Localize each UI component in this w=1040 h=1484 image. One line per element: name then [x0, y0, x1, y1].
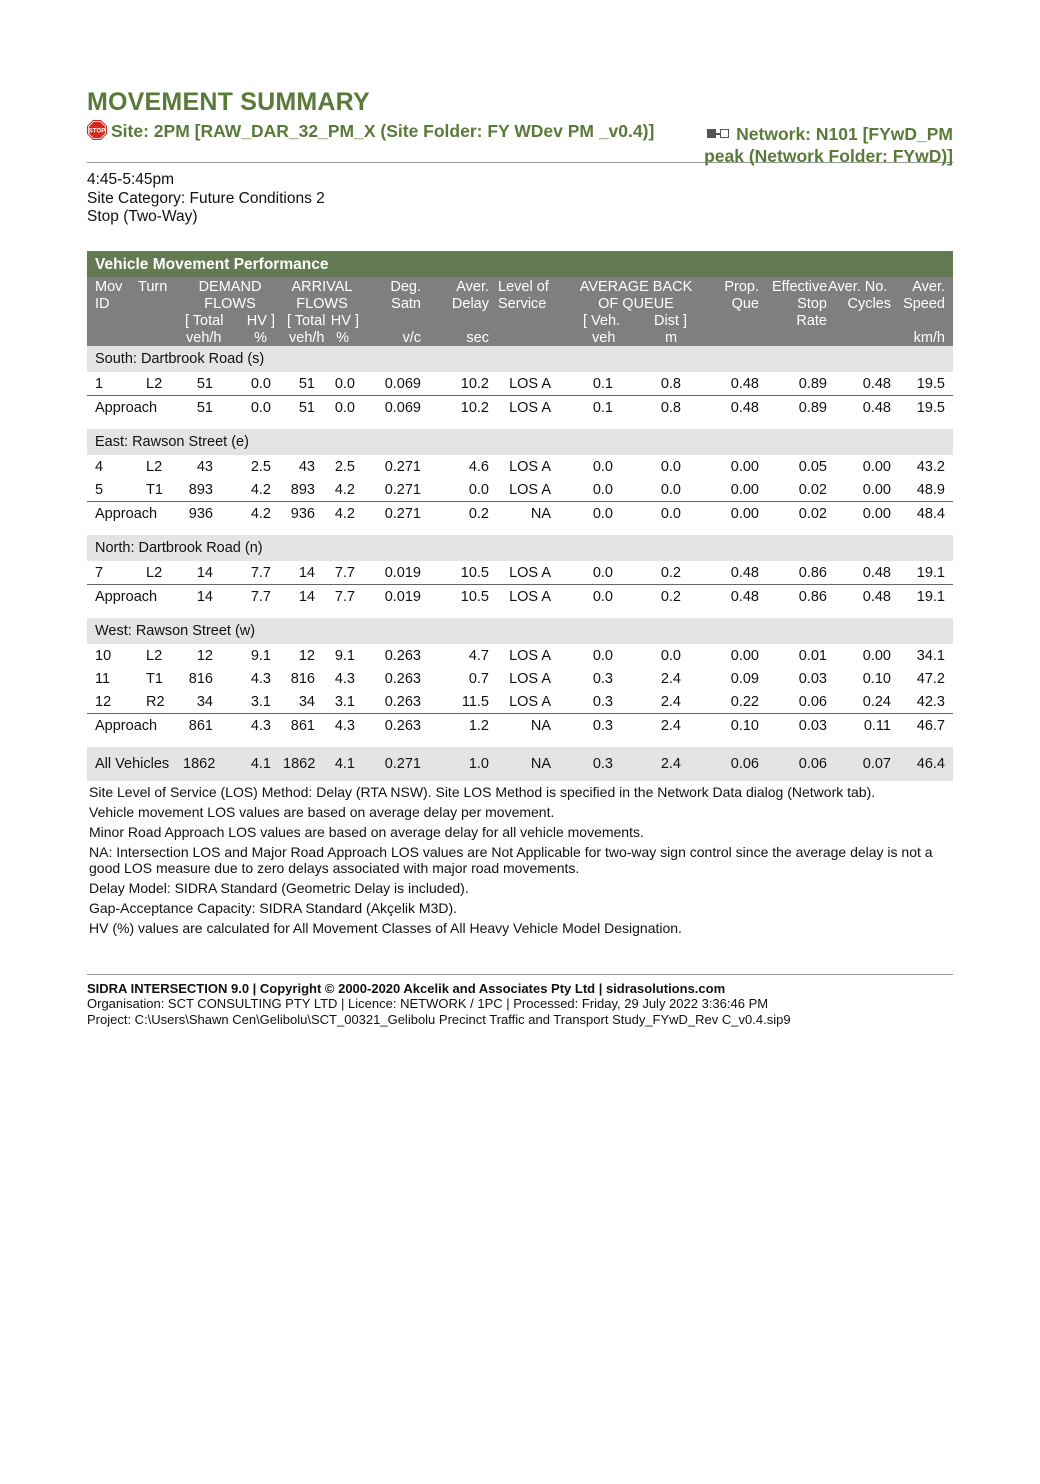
- cell-arrival-total: 51: [298, 375, 315, 392]
- cell-cycles: 0.48: [862, 588, 891, 605]
- table-row: [87, 667, 953, 690]
- cell-arrival-total: 34: [298, 693, 315, 710]
- cell-arrival-hv: 4.3: [334, 717, 355, 734]
- cell-cycles: 0.48: [862, 399, 891, 416]
- cell-arrival-total: 816: [290, 670, 315, 687]
- cell-queue-veh: 0.0: [592, 505, 613, 522]
- cell-queue-veh: 0.0: [592, 588, 613, 605]
- movement-table: [87, 251, 953, 781]
- cell-arrival-total: 14: [298, 564, 315, 581]
- col-demand: DEMAND: [198, 278, 262, 295]
- cell-deg-satn: 0.069: [384, 399, 421, 416]
- cell-prop-que: 0.00: [730, 481, 759, 498]
- unit-arrival-total: veh/h: [289, 329, 325, 346]
- cell-turn: L2: [146, 647, 163, 664]
- col-cycles-2: Cycles: [847, 295, 891, 312]
- cell-los: LOS A: [509, 458, 551, 475]
- col-queue: AVERAGE BACK: [579, 278, 693, 295]
- cell-delay: 4.6: [468, 458, 489, 475]
- cell-demand-total: 34: [196, 693, 213, 710]
- cell-turn: T1: [146, 481, 163, 498]
- col-los: Level of: [498, 278, 549, 295]
- cell-id: 7: [95, 564, 104, 581]
- cell-demand-hv: 2.5: [250, 458, 271, 475]
- col-speed-2: Speed: [903, 295, 945, 312]
- cell-queue-dist: 0.2: [660, 564, 681, 581]
- cell-speed: 19.5: [916, 399, 945, 416]
- unit-demand-hv: %: [254, 329, 267, 346]
- cell-queue-veh: 0.0: [592, 647, 613, 664]
- cell-delay: 0.2: [468, 505, 489, 522]
- cell-demand-hv: 0.0: [250, 399, 271, 416]
- cell-delay: 0.0: [468, 481, 489, 498]
- cell-queue-dist: 2.4: [660, 670, 681, 687]
- col-demand-hv: HV ]: [246, 312, 275, 329]
- col-arrival-hv: HV ]: [330, 312, 359, 329]
- cell-delay: 4.7: [468, 647, 489, 664]
- notes: [87, 784, 953, 937]
- cell-queue-veh: 0.3: [592, 717, 613, 734]
- cell-queue-veh: 0.3: [592, 693, 613, 710]
- cell-cycles: 0.24: [862, 693, 891, 710]
- cell-stop-rate: 0.86: [798, 564, 827, 581]
- note-line: Minor Road Approach LOS values are based on average delay for all vehicle movements.: [89, 823, 644, 840]
- col-prop: Prop.: [724, 278, 759, 295]
- row-label: Approach: [95, 399, 158, 416]
- cell-arrival-hv: 4.2: [334, 505, 355, 522]
- cell-arrival-hv: 4.3: [334, 670, 355, 687]
- cell-delay: 10.2: [460, 375, 489, 392]
- cell-los: LOS A: [509, 588, 551, 605]
- col-queue-veh: [ Veh.: [583, 312, 621, 329]
- cell-prop-que: 0.00: [730, 458, 759, 475]
- cell-demand-total: 861: [188, 717, 213, 734]
- cell-arrival-total: 12: [298, 647, 315, 664]
- cell-demand-total: 893: [188, 481, 213, 498]
- col-deg-2: Satn: [391, 295, 421, 312]
- all-vehicles-row: [87, 747, 953, 781]
- cell-los: NA: [530, 505, 551, 522]
- cell-demand-hv: 4.2: [250, 505, 271, 522]
- cell-los: LOS A: [509, 564, 551, 581]
- cell-cycles: 0.48: [862, 564, 891, 581]
- cell-prop-que: 0.00: [730, 647, 759, 664]
- unit-arrival-hv: %: [336, 329, 349, 346]
- cell-stop-rate: 0.02: [798, 505, 827, 522]
- cell-prop-que: 0.48: [730, 564, 759, 581]
- cell-turn: R2: [146, 693, 165, 710]
- table-row: [87, 455, 953, 478]
- approach-section-header: South: Dartbrook Road (s): [87, 346, 953, 372]
- approach-section-header: West: Rawson Street (w): [87, 618, 953, 644]
- cell-turn: L2: [146, 458, 163, 475]
- col-eff-3: Rate: [796, 312, 827, 329]
- cell-demand-hv: 4.3: [250, 717, 271, 734]
- cell-demand-total: 816: [188, 670, 213, 687]
- cell-demand-total: 51: [196, 399, 213, 416]
- cell-turn: T1: [146, 670, 163, 687]
- table-row: [87, 690, 953, 713]
- cell-cycles: 0.11: [863, 717, 891, 734]
- col-mov: Mov: [95, 278, 123, 295]
- cell-stop-rate: 0.03: [798, 670, 827, 687]
- cell-queue-veh: 0.3: [592, 670, 613, 687]
- cell-arrival-total: 1862: [283, 755, 316, 772]
- cell-prop-que: 0.00: [730, 505, 759, 522]
- footer-copyright: SIDRA INTERSECTION 9.0 | Copyright © 2000-2020 Akcelik and Associates Pty Ltd | sidrasolutions.com: [87, 980, 726, 996]
- table-row: [87, 478, 953, 501]
- cell-arrival-hv: 0.0: [334, 375, 355, 392]
- cell-arrival-total: 893: [290, 481, 315, 498]
- cell-speed: 48.4: [916, 505, 945, 522]
- network-label: [663, 123, 953, 167]
- cell-queue-veh: 0.0: [592, 564, 613, 581]
- cell-cycles: 0.48: [862, 375, 891, 392]
- row-label: All Vehicles: [95, 755, 170, 772]
- cell-arrival-hv: 7.7: [334, 588, 355, 605]
- cell-delay: 1.2: [468, 717, 489, 734]
- approach-row: [87, 501, 953, 525]
- footer-project: Project: C:\Users\Shawn Cen\Gelibolu\SCT_00321_Gelibolu Precinct Traffic and Transport Study_FYwD_Rev C_v0.4.sip9: [87, 1011, 791, 1027]
- unit-deg: v/c: [402, 329, 421, 346]
- cell-demand-total: 43: [196, 458, 213, 475]
- cell-arrival-hv: 3.1: [334, 693, 355, 710]
- footer-organisation: Organisation: SCT CONSULTING PTY LTD | Licence: NETWORK / 1PC | Processed: Friday, 29 July 2022 3:36:46 PM: [87, 996, 769, 1011]
- cell-speed: 19.1: [916, 564, 945, 581]
- cell-speed: 19.5: [916, 375, 945, 392]
- cell-queue-veh: 0.1: [592, 399, 613, 416]
- cell-demand-total: 14: [196, 588, 213, 605]
- cell-id: 5: [95, 481, 104, 498]
- cell-speed: 42.3: [916, 693, 945, 710]
- cell-stop-rate: 0.06: [798, 755, 827, 772]
- cell-stop-rate: 0.86: [798, 588, 827, 605]
- row-label: Approach: [95, 588, 158, 605]
- cell-stop-rate: 0.01: [798, 647, 827, 664]
- table-row: [87, 644, 953, 667]
- cell-queue-dist: 2.4: [660, 717, 681, 734]
- cell-cycles: 0.00: [862, 458, 891, 475]
- cell-arrival-total: 43: [298, 458, 315, 475]
- svg-text:STOP: STOP: [88, 127, 106, 135]
- cell-speed: 43.2: [916, 458, 945, 475]
- report-title: MOVEMENT SUMMARY: [87, 88, 370, 116]
- cell-deg-satn: 0.019: [384, 588, 421, 605]
- cell-queue-dist: 2.4: [660, 693, 681, 710]
- cell-queue-dist: 2.4: [660, 755, 681, 772]
- col-turn: Turn: [138, 278, 168, 295]
- cell-demand-hv: 7.7: [250, 588, 271, 605]
- cell-queue-dist: 0.8: [660, 399, 681, 416]
- col-cycles: Aver. No.: [828, 278, 888, 295]
- table-row: [87, 372, 953, 395]
- cell-deg-satn: 0.271: [384, 755, 421, 772]
- footer: [87, 974, 953, 1028]
- col-id: ID: [95, 295, 110, 312]
- note-line: HV (%) values are calculated for All Movement Classes of All Heavy Vehicle Model Designation.: [89, 920, 682, 936]
- approach-section-header: North: Dartbrook Road (n): [87, 535, 953, 561]
- cell-prop-que: 0.48: [730, 375, 759, 392]
- note-line: Site Level of Service (LOS) Method: Delay (RTA NSW). Site LOS Method is specified in the Network Data dialog (Network tab).: [89, 783, 876, 800]
- cell-speed: 47.2: [916, 670, 945, 687]
- cell-demand-hv: 4.1: [250, 755, 271, 772]
- time-period: 4:45-5:45pm: [87, 171, 175, 188]
- approach-row: [87, 584, 953, 608]
- approach-section-header: East: Rawson Street (e): [87, 429, 953, 455]
- site-name: Site: 2PM [RAW_DAR_32_PM_X (Site Folder: FY WDev PM _v0.4)]: [111, 121, 655, 141]
- cell-arrival-hv: 4.1: [334, 755, 355, 772]
- cell-speed: 46.7: [916, 717, 945, 734]
- note-line: Vehicle movement LOS values are based on average delay per movement.: [89, 803, 555, 820]
- cell-delay: 11.5: [461, 693, 489, 710]
- cell-id: 12: [95, 693, 112, 710]
- cell-deg-satn: 0.271: [384, 505, 421, 522]
- col-delay: Aver.: [456, 278, 489, 295]
- cell-deg-satn: 0.263: [384, 717, 421, 734]
- cell-los: LOS A: [509, 399, 551, 416]
- cell-arrival-total: 936: [290, 505, 315, 522]
- col-prop-2: Que: [731, 295, 759, 312]
- cell-arrival-total: 14: [298, 588, 315, 605]
- col-arrival-total: [ Total: [287, 312, 326, 329]
- cell-demand-total: 1862: [183, 755, 216, 772]
- cell-id: 11: [95, 670, 111, 687]
- stop-sign-icon: [87, 120, 107, 140]
- cell-id: 4: [95, 458, 104, 475]
- cell-speed: 46.4: [916, 755, 945, 772]
- cell-queue-veh: 0.1: [592, 375, 613, 392]
- approach-row: [87, 713, 953, 737]
- cell-turn: L2: [146, 375, 163, 392]
- cell-arrival-hv: 7.7: [334, 564, 355, 581]
- cell-stop-rate: 0.89: [798, 399, 827, 416]
- col-eff: Effective: [772, 278, 828, 295]
- cell-delay: 10.2: [460, 399, 489, 416]
- unit-delay: sec: [466, 329, 489, 346]
- cell-queue-dist: 0.8: [660, 375, 681, 392]
- cell-cycles: 0.00: [862, 505, 891, 522]
- cell-delay: 10.5: [460, 564, 489, 581]
- col-arrival: ARRIVAL: [291, 278, 353, 295]
- cell-cycles: 0.10: [862, 670, 891, 687]
- site-meta: [87, 171, 953, 227]
- note-line: Gap-Acceptance Capacity: SIDRA Standard (Akçelik M3D).: [89, 900, 458, 916]
- site-label: [87, 120, 657, 142]
- unit-speed: km/h: [913, 329, 945, 346]
- table-row: [87, 561, 953, 584]
- col-delay-2: Delay: [451, 295, 489, 312]
- cell-arrival-total: 861: [290, 717, 315, 734]
- cell-queue-dist: 0.0: [660, 505, 681, 522]
- cell-cycles: 0.07: [862, 755, 891, 772]
- cell-deg-satn: 0.069: [384, 375, 421, 392]
- cell-deg-satn: 0.263: [384, 647, 421, 664]
- cell-arrival-hv: 9.1: [334, 647, 355, 664]
- note-line: NA: Intersection LOS and Major Road Approach LOS values are Not Applicable for two-way sign control since the average delay is not a good LOS measure due to zero delays associated with major road movements.: [89, 843, 933, 876]
- col-demand-2: FLOWS: [204, 295, 256, 312]
- control-type: Stop (Two-Way): [87, 208, 198, 225]
- col-arrival-2: FLOWS: [296, 295, 348, 312]
- table-body: [87, 346, 953, 737]
- cell-demand-hv: 4.3: [250, 670, 271, 687]
- network-name: Network: N101 [FYwD_PM peak (Network Folder: FYwD)]: [704, 124, 953, 166]
- cell-los: LOS A: [509, 375, 551, 392]
- cell-prop-que: 0.10: [730, 717, 759, 734]
- network-icon: [706, 127, 730, 141]
- cell-los: LOS A: [509, 647, 551, 664]
- col-los-2: Service: [498, 295, 547, 312]
- cell-cycles: 0.00: [862, 481, 891, 498]
- cell-queue-dist: 0.0: [660, 481, 681, 498]
- cell-arrival-hv: 2.5: [334, 458, 355, 475]
- col-speed: Aver.: [912, 278, 945, 295]
- cell-speed: 48.9: [916, 481, 945, 498]
- cell-stop-rate: 0.06: [798, 693, 827, 710]
- col-deg: Deg.: [390, 278, 421, 295]
- cell-demand-total: 51: [196, 375, 213, 392]
- cell-speed: 19.1: [916, 588, 945, 605]
- cell-arrival-hv: 4.2: [334, 481, 355, 498]
- site-category: Site Category: Future Conditions 2: [87, 189, 325, 207]
- cell-los: NA: [530, 717, 551, 734]
- unit-queue-veh: veh: [592, 329, 616, 346]
- cell-queue-dist: 0.0: [660, 647, 681, 664]
- cell-demand-hv: 3.1: [250, 693, 271, 710]
- cell-deg-satn: 0.263: [384, 670, 421, 687]
- cell-cycles: 0.00: [862, 647, 891, 664]
- site-header: [87, 118, 953, 166]
- cell-deg-satn: 0.271: [384, 481, 421, 498]
- cell-id: 1: [95, 375, 104, 392]
- unit-queue-dist: m: [665, 329, 678, 346]
- unit-demand-total: veh/h: [186, 329, 222, 346]
- cell-prop-que: 0.48: [730, 399, 759, 416]
- cell-prop-que: 0.48: [730, 588, 759, 605]
- cell-delay: 10.5: [460, 588, 489, 605]
- cell-stop-rate: 0.03: [798, 717, 827, 734]
- col-demand-total: [ Total: [185, 312, 224, 329]
- cell-demand-total: 936: [188, 505, 213, 522]
- cell-demand-hv: 0.0: [250, 375, 271, 392]
- col-eff-2: Stop: [797, 295, 827, 312]
- cell-delay: 0.7: [468, 670, 489, 687]
- cell-prop-que: 0.09: [730, 670, 759, 687]
- row-label: Approach: [95, 505, 158, 522]
- cell-stop-rate: 0.02: [798, 481, 827, 498]
- cell-stop-rate: 0.05: [798, 458, 827, 475]
- cell-arrival-total: 51: [298, 399, 315, 416]
- row-label: Approach: [95, 717, 158, 734]
- table-header: [87, 277, 953, 346]
- cell-stop-rate: 0.89: [798, 375, 827, 392]
- table-title: Vehicle Movement Performance: [87, 251, 953, 277]
- cell-los: LOS A: [509, 481, 551, 498]
- cell-turn: L2: [146, 564, 163, 581]
- cell-demand-total: 14: [196, 564, 213, 581]
- cell-queue-veh: 0.0: [592, 481, 613, 498]
- cell-demand-hv: 4.2: [250, 481, 271, 498]
- cell-deg-satn: 0.019: [384, 564, 421, 581]
- cell-los: LOS A: [509, 670, 551, 687]
- cell-demand-hv: 7.7: [250, 564, 271, 581]
- cell-speed: 34.1: [916, 647, 945, 664]
- cell-prop-que: 0.06: [730, 755, 759, 772]
- cell-demand-total: 12: [196, 647, 213, 664]
- cell-los: NA: [530, 755, 551, 772]
- cell-queue-veh: 0.0: [592, 458, 613, 475]
- cell-arrival-hv: 0.0: [334, 399, 355, 416]
- cell-los: LOS A: [509, 693, 551, 710]
- approach-row: [87, 395, 953, 419]
- cell-deg-satn: 0.263: [384, 693, 421, 710]
- cell-queue-dist: 0.0: [660, 458, 681, 475]
- cell-deg-satn: 0.271: [384, 458, 421, 475]
- cell-queue-dist: 0.2: [660, 588, 681, 605]
- note-line: Delay Model: SIDRA Standard (Geometric Delay is included).: [89, 880, 469, 896]
- cell-queue-veh: 0.3: [592, 755, 613, 772]
- col-queue-2: OF QUEUE: [598, 295, 674, 312]
- cell-delay: 1.0: [468, 755, 489, 772]
- cell-prop-que: 0.22: [730, 693, 759, 710]
- report-page: [87, 86, 953, 1027]
- col-queue-dist: Dist ]: [653, 312, 687, 329]
- cell-id: 10: [95, 647, 112, 664]
- cell-demand-hv: 9.1: [250, 647, 271, 664]
